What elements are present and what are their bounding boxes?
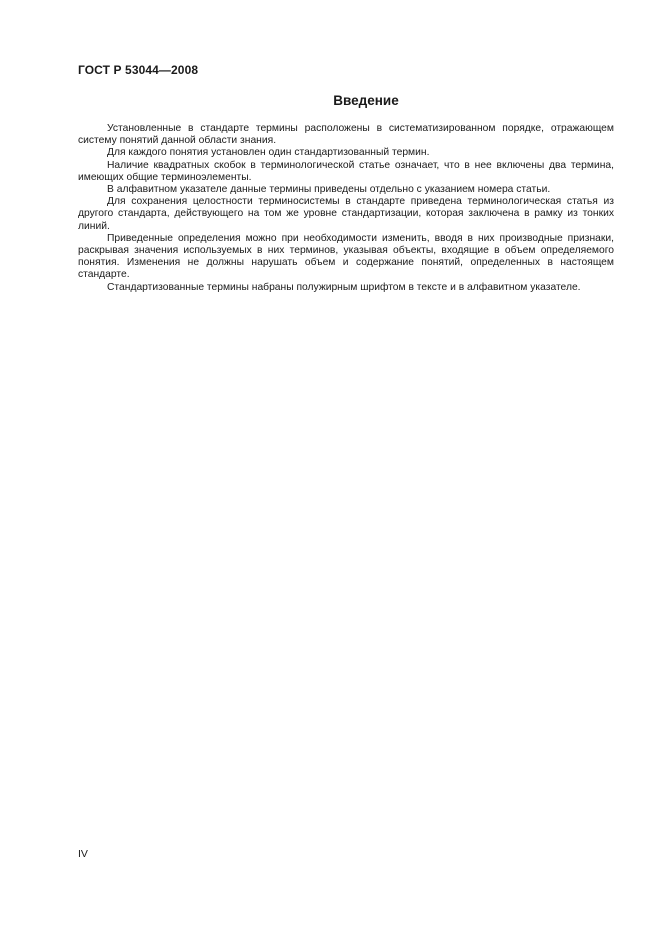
section-title: Введение [333,93,399,108]
document-code: ГОСТ Р 53044—2008 [78,63,199,77]
paragraph: В алфавитном указателе данные термины приведены отдельно с указанием номера статьи. [107,184,551,196]
paragraph: Приведенные определения можно при необходимости изменить, вводя в них производные признаки, раскрывая значения используемых в них терминов, указывая объекты, входящие в объем определяемого понятия. Изменения не должны нарушать объем и содержание понятий, определенных в настоящем стандарте. [78,232,614,281]
page-number: IV [78,848,88,860]
paragraph: Установленные в стандарте термины расположены в систематизированном порядке, отражающем систему понятий данной области знания. [78,123,614,147]
body-text [78,123,614,294]
paragraph: Для каждого понятия установлен один стандартизованный термин. [107,147,430,159]
paragraph: Наличие квадратных скобок в терминологической статье означает, что в нее включены два термина, имеющих общие терминоэлементы. [78,159,614,183]
paragraph: Для сохранения целостности терминосистемы в стандарте приведена терминологическая статья из другого стандарта, действующего на том же уровне стандартизации, которая заключена в рамку из тонких линий. [78,196,614,232]
paragraph: Стандартизованные термины набраны полужирным шрифтом в тексте и в алфавитном указателе. [107,281,581,293]
